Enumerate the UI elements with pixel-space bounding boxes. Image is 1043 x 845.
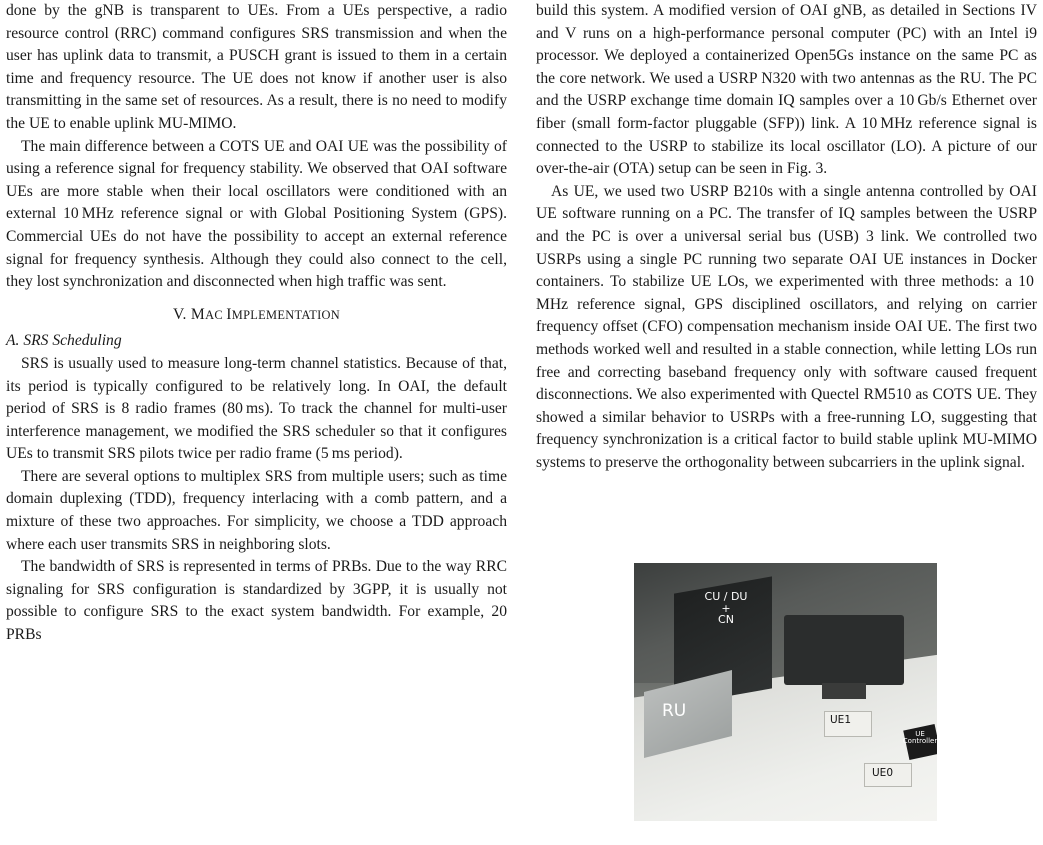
section-title-rest: AC — [205, 307, 227, 322]
label-ru: RU — [662, 701, 687, 721]
label-ue-controller-line1: UE — [915, 730, 925, 738]
section-title-word2-initial: I — [226, 305, 232, 323]
label-ue-controller-line2: Controller — [902, 737, 937, 746]
label-ue1: UE1 — [830, 714, 851, 726]
label-cu-du: CU / DU — [704, 590, 748, 603]
section-number: V. — [172, 305, 187, 323]
right-column — [536, 0, 1037, 474]
photo-monitor — [784, 615, 904, 685]
label-cn: CN — [718, 613, 734, 627]
paragraph: As UE, we used two USRP B210s with a single antenna controlled by OAI UE software running on a PC. The transfer of IQ samples between the USRP and the PC is over a universal serial bus (USB) 3 link. We controlled two USRPs using a single PC running two separate OAI UE instances in Docker containers. To stabilize UE LOs, we experimented with three methods: a 10 MHz reference signal, GPS disciplined oscillators, and relying on carrier frequency offset (CFO) compensation mechanism inside OAI UE. The first two methods worked well and resulted in a stable connection, while letting LOs run free and correcting baseband frequency only with software caused frequent disconnections. We also experimented with Quectel RM510 as COTS UE. They showed a similar behavior to USRPs with a free-running LO, suggesting that frequency synchronization is a critical factor to build stable uplink MU-MIMO systems to preserve the orthogonality between subcarriers in the uplink signal. — [536, 182, 1037, 471]
paragraph: The bandwidth of SRS is represented in terms of PRBs. Due to the way RRC signaling for SRS configuration is standardized by 3GPP, it is usually not possible to configure SRS to the exact system bandwidth. For example, 20 PRBs — [6, 558, 507, 644]
section-title-word2-rest: MPLEMENTATION — [231, 307, 341, 322]
section-title-initial: M — [190, 305, 206, 323]
subsection-heading: A. SRS Scheduling — [6, 332, 122, 350]
left-column — [6, 0, 507, 647]
label-plus: + — [721, 601, 731, 615]
paragraph: The main difference between a COTS UE and OAI UE was the possibility of using a reference signal for frequency stability. We observed that OAI software UEs are more stable when their local oscillators were conditioned with an external 10 MHz reference signal or with Global Positioning System (GPS). Commercial UEs do not have the possibility to accept an external reference signal for frequency synthesis. Although they could also connect to the cell, they lost synchronization and disconnected when high traffic was sent. — [6, 137, 507, 291]
label-cu-du-cn — [676, 591, 776, 626]
paragraph: done by the gNB is transparent to UEs. From a UEs perspective, a radio resource control (RRC) command configures SRS transmission and when the user has uplink data to transmit, a PUSCH grant is issued to them in a certain time and frequency resource. The UE does not know if another user is also transmitting in the same set of resources. As a result, there is no need to modify the UE to enable uplink MU-MIMO. — [6, 2, 507, 132]
section-heading — [6, 304, 507, 327]
label-ue0: UE0 — [872, 767, 893, 779]
ota-setup-photo — [634, 563, 937, 821]
paragraph: build this system. A modified version of OAI gNB, as detailed in Sections IV and V runs on a high-performance personal computer (PC) with an Intel i9 processor. We deployed a containerized Open5Gs instance on the same PC as the core network. We used a USRP N320 with two antennas as the RU. The PC and the USRP exchange time domain IQ samples over a 10 Gb/s Ethernet over fiber (small form-factor pluggable (SFP)) link. A 10 MHz reference signal is connected to the USRP to stabilize its local oscillator (LO). A picture of our over-the-air (OTA) setup can be seen in Fig. 3. — [536, 2, 1037, 178]
label-ue-controller — [898, 731, 937, 746]
photo-monitor-stand — [822, 683, 866, 699]
paragraph: There are several options to multiplex SRS from multiple users; such as time domain duplexing (TDD), frequency interlacing with a comb pattern, and a mixture of these two approaches. For simplicity, we choose a TDD approach where each user transmits SRS in neighboring slots. — [6, 467, 507, 553]
paragraph: SRS is usually used to measure long-term channel statistics. Because of that, its period is typically configured to be relatively long. In OAI, the default period of SRS is 8 radio frames (80 ms). To track the channel for multi-user interference management, we modified the SRS scheduler so that it configures UEs to transmit SRS pilots twice per radio frame (5 ms period). — [6, 354, 507, 463]
